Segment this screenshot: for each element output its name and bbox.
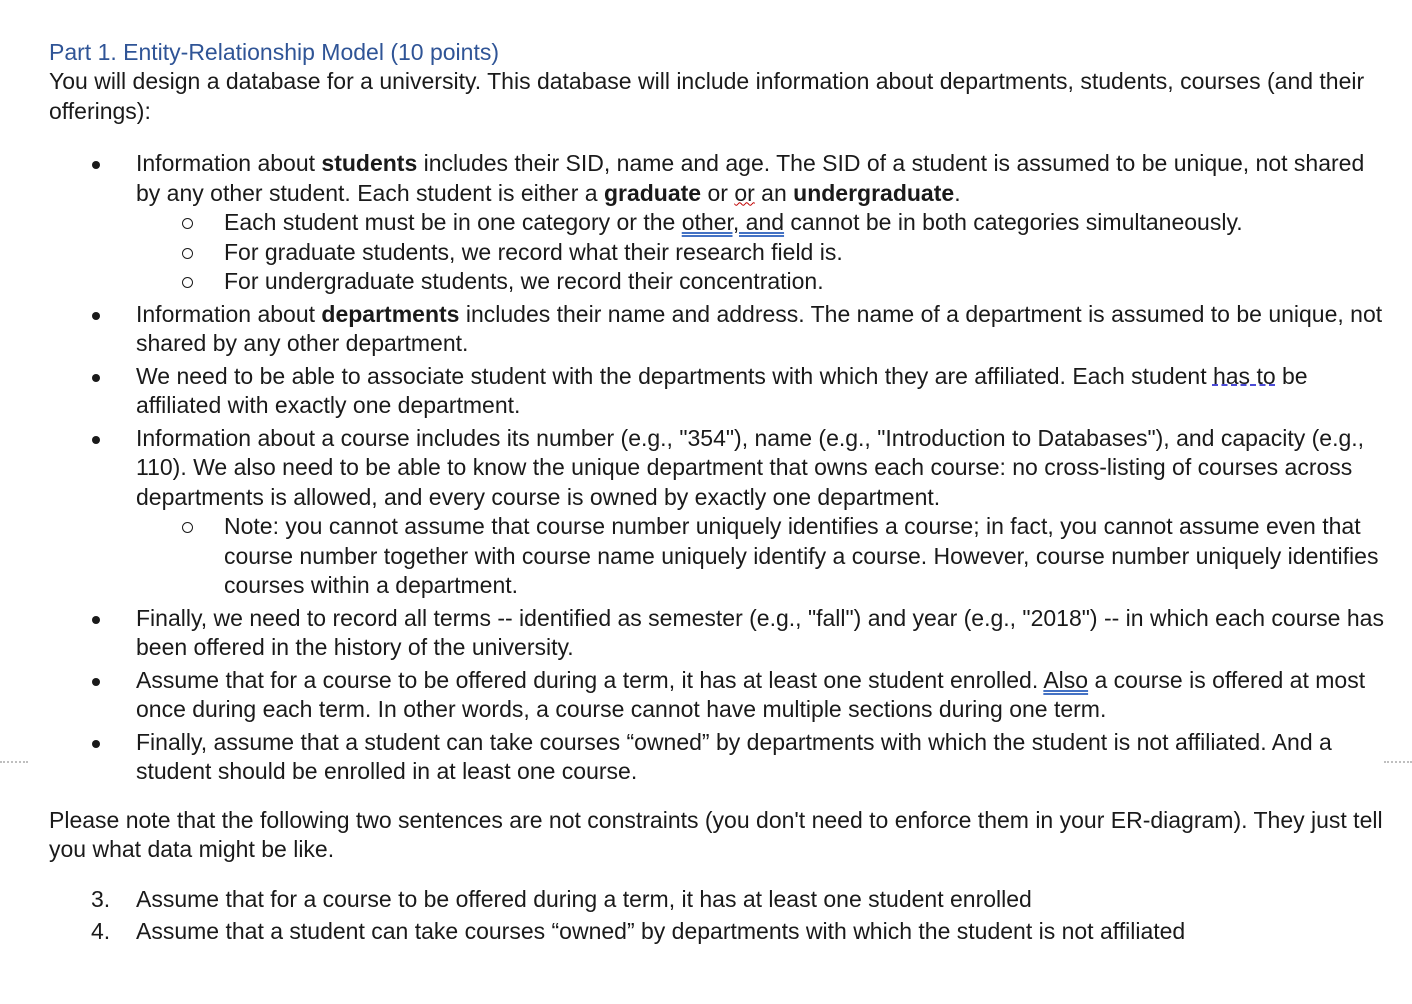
bullet-offered: Assume that for a course to be offered during a term, it has at least one student enrolled. Also a course is offered at most once during each term. In other words, a course cannot have multiple sections during one term.	[49, 666, 1384, 725]
bullet-students: Information about students includes their SID, name and age. The SID of a student is assumed to be unique, not shared by any other student. Each student is either a graduate or or an undergraduate.	[49, 149, 1384, 208]
list-number: 4.	[91, 917, 111, 944]
bullet-terms: Finally, we need to record all terms -- identified as semester (e.g., "fall") and year (e.g., "2018") -- in which each course has been offered in the history of the university.	[49, 604, 1384, 663]
left-page-margin-marker	[0, 761, 28, 763]
grammar-flag[interactable]: Also	[1043, 666, 1089, 693]
sub-item-graduate: For graduate students, we record what their research field is.	[49, 238, 1384, 268]
style-flag[interactable]: has to	[1212, 362, 1276, 389]
circle-bullet-icon	[182, 277, 193, 288]
bullet-icon	[92, 161, 100, 169]
circle-bullet-icon	[182, 218, 193, 229]
numbered-item: 4. Assume that a student can take courses “owned” by departments with which the student is not affiliated	[49, 915, 1384, 947]
right-page-margin-marker	[1384, 761, 1412, 763]
circle-bullet-icon	[182, 248, 193, 259]
sub-item-undergraduate: For undergraduate students, we record their concentration.	[49, 267, 1384, 297]
circle-bullet-icon	[182, 522, 193, 533]
bullet-icon	[92, 616, 100, 624]
bullet-icon	[92, 312, 100, 320]
bullet-icon	[92, 436, 100, 444]
bullet-icon	[92, 740, 100, 748]
sub-item-category: Each student must be in one category or the other, and cannot be in both categories simultaneously.	[49, 208, 1384, 238]
grammar-flag[interactable]: other, and	[681, 209, 785, 235]
section-heading: Part 1. Entity-Relationship Model (10 points)	[49, 39, 499, 65]
bullet-departments: Information about departments includes their name and address. The name of a department is assumed to be unique, not shared by any other department.	[49, 300, 1384, 359]
bullet-owned: Finally, assume that a student can take courses “owned” by departments with which the student is not affiliated. And a student should be enrolled in at least one course.	[49, 728, 1384, 787]
bullet-affiliation: We need to be able to associate student with the departments with which they are affiliated. Each student has to be affiliated with exactly one department.	[49, 362, 1384, 421]
document-page	[49, 37, 1384, 947]
intro-paragraph: You will design a database for a university. This database will include information about departments, students, courses (and their offerings):	[49, 68, 1365, 124]
bullet-icon	[92, 374, 100, 382]
numbered-item: 3. Assume that for a course to be offered during a term, it has at least one student enrolled	[49, 883, 1384, 915]
spelling-flag[interactable]: or	[734, 179, 755, 206]
sub-item-course-note: Note: you cannot assume that course number uniquely identifies a course; in fact, you cannot assume even that course number together with course name uniquely identify a course. However, course number uniquely identifies courses within a department.	[49, 512, 1384, 601]
bullet-icon	[92, 678, 100, 686]
bullet-course: Information about a course includes its number (e.g., "354"), name (e.g., "Introduction to Databases"), and capacity (e.g., 110). We also need to be able to know the unique department that owns each course: no cross-listing of courses across departments is allowed, and every course is owned by exactly one department.	[49, 424, 1384, 513]
note-paragraph: Please note that the following two sentences are not constraints (you don't need to enforce them in your ER-diagram). They just tell you what data might be like.	[49, 806, 1383, 862]
list-number: 3.	[91, 885, 111, 912]
